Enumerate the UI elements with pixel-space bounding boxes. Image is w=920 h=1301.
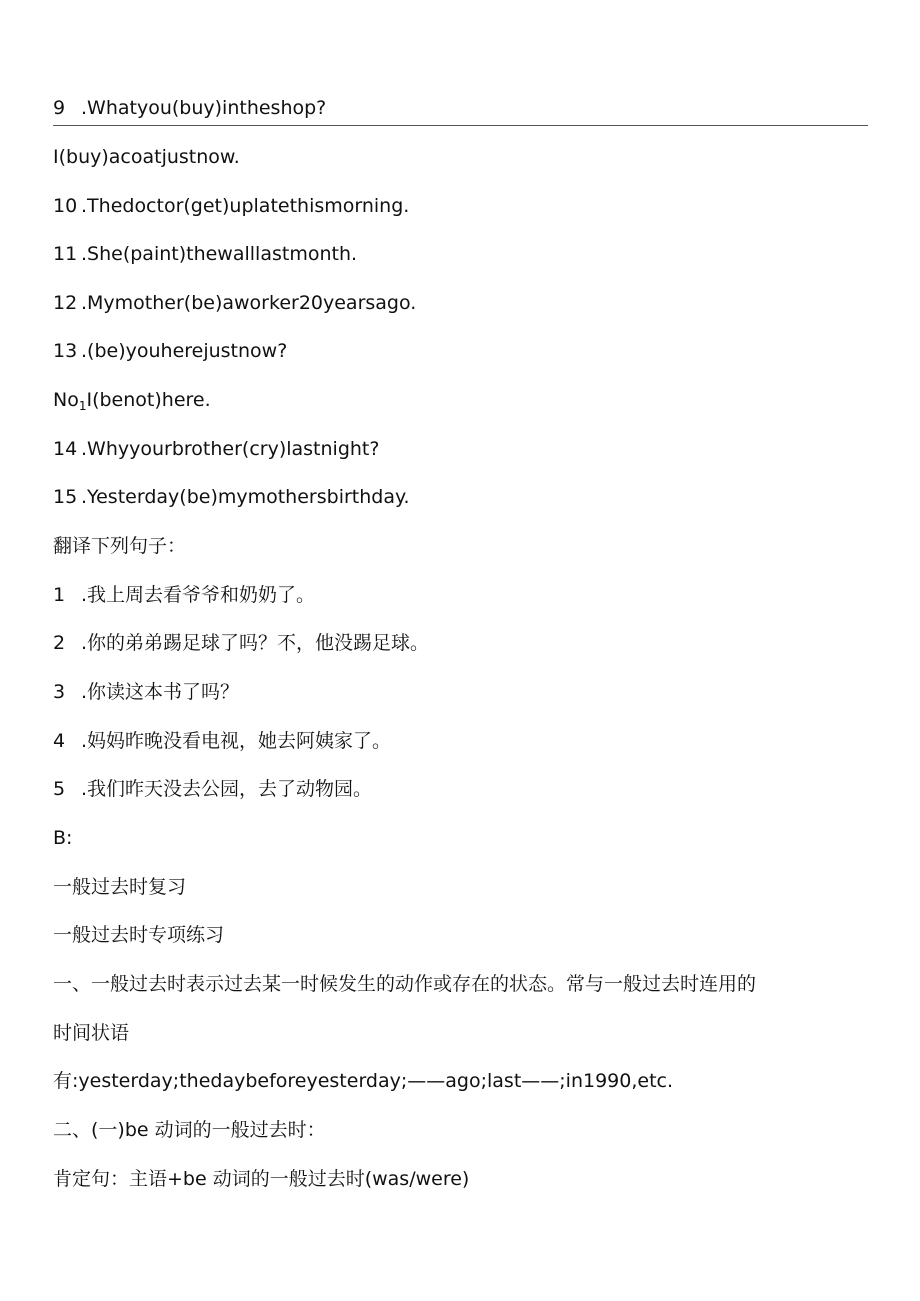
exercise-text: .Thedoctor(get)uplatethismorning. (81, 195, 410, 217)
exercise-11 (53, 242, 357, 266)
exercise-10 (53, 194, 409, 218)
exercise-number: 11 (53, 243, 78, 265)
translation-heading: 翻译下列句子： (53, 535, 187, 557)
exercise-number: 12 (53, 292, 78, 314)
exercise-text: .Whatyou(buy)intheshop? (81, 97, 327, 119)
paragraph-time-expressions: 有:yesterday;thedaybeforeyesterday;——ago;last——;in1990,etc. (53, 1070, 674, 1092)
translation-item-1 (53, 583, 315, 607)
answer-prefix: No (53, 389, 79, 411)
section-title-review: 一般过去时复习 (53, 876, 187, 898)
answer-subscript: 1 (78, 399, 87, 413)
exercise-15 (53, 485, 410, 509)
translation-item-4 (53, 729, 391, 753)
exercise-12 (53, 291, 416, 315)
exercise-text: .(be)youherejustnow? (81, 340, 288, 362)
horizontal-rule (53, 125, 868, 126)
translation-item-5 (53, 777, 372, 801)
translation-number: 4 (53, 730, 66, 752)
exercise-9 (53, 96, 326, 120)
translation-item-3 (53, 680, 239, 704)
exercise-number: 9 (53, 97, 66, 119)
translation-text: .妈妈昨晚没看电视，她去阿姨家了。 (81, 730, 392, 752)
exercise-text: .Yesterday(be)mymothersbirthday. (81, 486, 410, 508)
translation-text: .我上周去看爷爷和奶奶了。 (81, 584, 316, 606)
exercise-text: .She(paint)thewalllastmonth. (81, 243, 358, 265)
paragraph-definition: 一、一般过去时表示过去某一时候发生的动作或存在的状态。常与一般过去时连用的 (53, 973, 757, 995)
exercise-number: 14 (53, 438, 78, 460)
paragraph-affirmative-rule: 肯定句：主语+be 动词的一般过去时(was/were) (53, 1168, 470, 1190)
exercise-text: .Mymother(be)aworker20yearsago. (81, 292, 417, 314)
paragraph-definition-cont: 时间状语 (53, 1022, 130, 1044)
paragraph-be-verb-heading: 二、(一)be 动词的一般过去时： (53, 1119, 326, 1141)
translation-text: .你的弟弟踢足球了吗？不，他没踢足球。 (81, 632, 430, 654)
exercise-number: 15 (53, 486, 78, 508)
answer-text: I(benot)here. (86, 389, 211, 411)
translation-item-2 (53, 631, 429, 655)
translation-number: 3 (53, 681, 66, 703)
section-title-practice: 一般过去时专项练习 (53, 924, 225, 946)
translation-text: .你读这本书了吗？ (81, 681, 240, 703)
exercise-9-answer: I(buy)acoatjustnow. (53, 146, 240, 168)
exercise-14 (53, 437, 379, 461)
exercise-number: 13 (53, 340, 78, 362)
exercise-13-answer (53, 388, 211, 418)
section-b-label: B: (53, 827, 73, 849)
exercise-text: .Whyyourbrother(cry)lastnight? (81, 438, 380, 460)
translation-number: 1 (53, 584, 66, 606)
exercise-number: 10 (53, 195, 78, 217)
translation-number: 5 (53, 778, 66, 800)
translation-text: .我们昨天没去公园，去了动物园。 (81, 778, 373, 800)
translation-number: 2 (53, 632, 66, 654)
exercise-13 (53, 339, 287, 363)
